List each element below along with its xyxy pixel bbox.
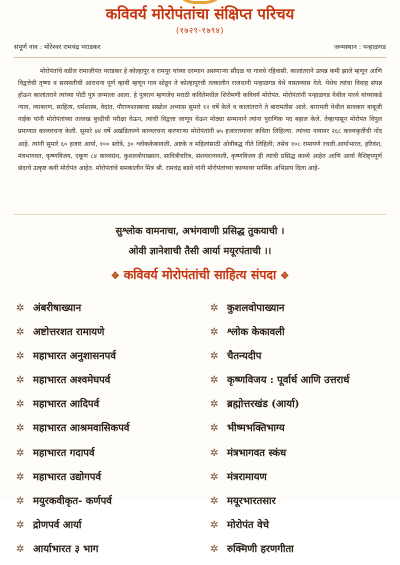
work-list-item [210,372,394,396]
work-list-item [16,300,196,324]
work-list-item [210,348,394,372]
flower-bullet-icon: ✲ [16,543,25,555]
work-list-item [210,493,394,517]
flower-bullet-icon: ✲ [210,471,219,483]
work-list-item [16,372,196,396]
work-title: मोरोपंत वेचे [227,519,270,531]
flower-bullet-icon: ✲ [16,447,25,459]
flower-bullet-icon: ✲ [210,447,219,459]
flower-bullet-icon: ✲ [16,519,25,531]
flower-bullet-icon: ✲ [16,375,25,387]
works-section-title-text: कविवर्य मोरोपंतांची साहित्य संपदा [123,267,277,282]
meta-row [14,42,386,54]
work-title: रुक्मिणी हरणगीता [227,543,294,555]
work-list-item [210,324,394,348]
work-title: महाभारत आश्रमवासिकपर्व [33,423,130,435]
work-title: महाभारत गदापर्व [33,447,95,459]
work-title: आर्याभारत ३ भाग [33,543,99,555]
meta-divider [14,57,386,58]
works-section-title [0,266,400,283]
work-title: अष्टोत्तरशत रामायणे [33,327,105,339]
work-title: कुशलवोपाख्यान [227,303,285,314]
flower-bullet-icon: ✲ [210,423,219,435]
work-title: ब्रह्मोत्तरखंड (आर्या) [227,399,300,411]
work-title: चैतन्यदीप [227,351,262,363]
flower-bullet-icon: ✲ [16,351,25,363]
page-title: कविवर्य मोरोपंतांचा संक्षिप्त परिचय [105,5,295,23]
work-list-item [16,445,196,469]
work-list-item [210,469,394,493]
work-title: महाभारत अनुशासनपर्व [33,351,116,363]
flower-bullet-icon: ✲ [210,519,219,531]
work-list-item [16,493,196,517]
work-list-item [210,300,394,324]
flower-bullet-icon: ✲ [16,303,25,314]
work-list-item [16,396,196,420]
work-title: महाभारत आदिपर्व [33,399,100,411]
flower-bullet-icon: ✲ [210,399,219,411]
work-list-item [210,420,394,444]
work-list-item [16,469,196,493]
work-list-item [16,420,196,444]
work-title: महाभारत अश्वमेघपर्व [33,375,111,387]
birthplace-label: जन्मस्थान : पन्हाळगड [334,43,386,51]
work-title: मंत्रभागवत स्कंध [227,447,287,459]
flower-bullet-icon: ✲ [210,327,219,339]
flower-bullet-icon: ✲ [16,423,25,435]
works-list-right [210,300,394,565]
biography-paragraph: मोरोपंतांचे वडील रामाजीपंत पराडकर हे कोल्हापूर व रामपूर यांच्या दरम्यान असणाऱ्या सौंदळ या गावचे रहिवासी. कालांतराने उत्पन्न कमी झाले म्हणून आणि विद्वत्तेची तृष्णा व सरस्वतीची आराधना पूर्ण व्हावी म्हणून गाव सोडून ते कोल्हापूरची तत्कालीन राजधानी पन्हाळगड येथे वास्तव्यास गेले. येथेच त्यांचा विवाह संपन्न होऊन कालांतराने त्यांच्या पोटी पुत्र जन्माला आला. हे पुत्ररत्न म्हणजेच मराठी कवितेमधील शिरोमणी कविवर्य मोरोपंत. मोरोपंतांनी पन्हाळगड येथील पाध्ये यांच्याकडे न्याय, व्याकरण, साहित्य, धर्मशास्त्र, वेदांत, पौराणशास्त्राचा सखोल अभ्यास सुमारे १२ वर्षे केले व कालांतराने ते बारामतीस आले. बारामती येथील सावकार बाबूजी नाईक यांनी मोरोपंतांच्या तल्लख बुध्दीची परीक्षा घेऊन, त्यांची विद्वत्ता जाणून घेऊन मोठ्या सन्मानाने त्यांना पुराणिक पद बहाल केले. तेव्हापासून मोरोपंत विपुल प्रमाणात काव्यरचना केली. सुमारे ४४ वर्षे अखंडितपणे काव्यरचना करणाऱ्या मोरोपंतांनी ७५ हजाराच्यावर कविता लिहिल्या. त्यांच्या नावावर २६८ काव्यकृतींची नोंद आहे. त्यांनी सुमारे ६० हजार आर्या, १०० स्तोत्रे, ३० श्लोककेकावली, अष्टके व महिलांसाठी ओवीबद्ध गीते लिहिली; तसेच १०८ रामायणे रचली.आर्याभारत, हरिवंश, मंत्रभागवत, कृष्णविजय, एकूण ८४ काव्यग्रंथ, कुशलवोपाख्यान, सावित्रीचरित्र, संशयरत्नावली, कृष्णविजय ही त्यांची प्रसिद्ध काव्ये आहेत आणि आर्या वैशिष्ट्यपूर्ण छंदाचे उत्कृष्ट कवी मोरोपंत आहेत. मोरोपंतांचे समकालीन मित्र श्री. रामचंद्र बडवे यांनी मोरोपंतांच्या काव्यावर मार्मिक अभिप्राय दिला आहे- [18,68,382,172]
work-title: द्रोणपर्व आर्या [33,519,82,531]
work-list-item [210,396,394,420]
flower-bullet-icon: ✲ [16,495,25,507]
flower-bullet-icon: ✲ [16,327,25,339]
work-title: कृष्णविजय : पूर्वार्ध आणि उत्तरार्ध [227,375,350,387]
full-name-label: संपूर्ण नाव : मोरेश्वर रामचंद्र पराडकर [14,43,101,51]
work-title: मयूरभारतसार [227,495,276,507]
flower-bullet-icon: ✲ [210,351,219,363]
work-list-item [16,541,196,565]
work-title: मयुरकवीकृत- कर्णपर्व [33,495,112,507]
life-dates: (१७२९-१७९४) [176,26,224,35]
biography-divider [14,214,386,215]
work-list-item [210,445,394,469]
work-title: मंत्ररामायण [227,471,267,483]
flower-bullet-icon: ✲ [16,471,25,483]
work-title: भीष्मभक्तिभाग्य [227,423,285,435]
work-list-item [16,324,196,348]
work-title: महाभारत उद्योगपर्व [33,471,102,483]
work-list-item [16,517,196,541]
ornament-left-icon: ❖ [110,271,120,282]
ornament-right-icon: ❖ [280,271,290,282]
work-list-item [210,517,394,541]
flower-bullet-icon: ✲ [210,303,219,314]
work-title: अंबरीषाख्यान [33,303,82,314]
flower-bullet-icon: ✲ [16,399,25,411]
flower-bullet-icon: ✲ [210,375,219,387]
flower-bullet-icon: ✲ [210,495,219,507]
works-list-left [16,300,196,565]
work-list-item [210,541,394,565]
quote-line-1: सुश्लोक वामनाचा, अभंगवाणी प्रसिद्ध तुकयाची । [115,226,285,237]
quote-line-2: ओवी ज्ञानेशाची तैसी आर्या मयूरपंताची ।। [128,246,272,257]
flower-bullet-icon: ✲ [210,543,219,555]
work-title: श्लोक केकावली [227,327,285,339]
work-list-item [16,348,196,372]
